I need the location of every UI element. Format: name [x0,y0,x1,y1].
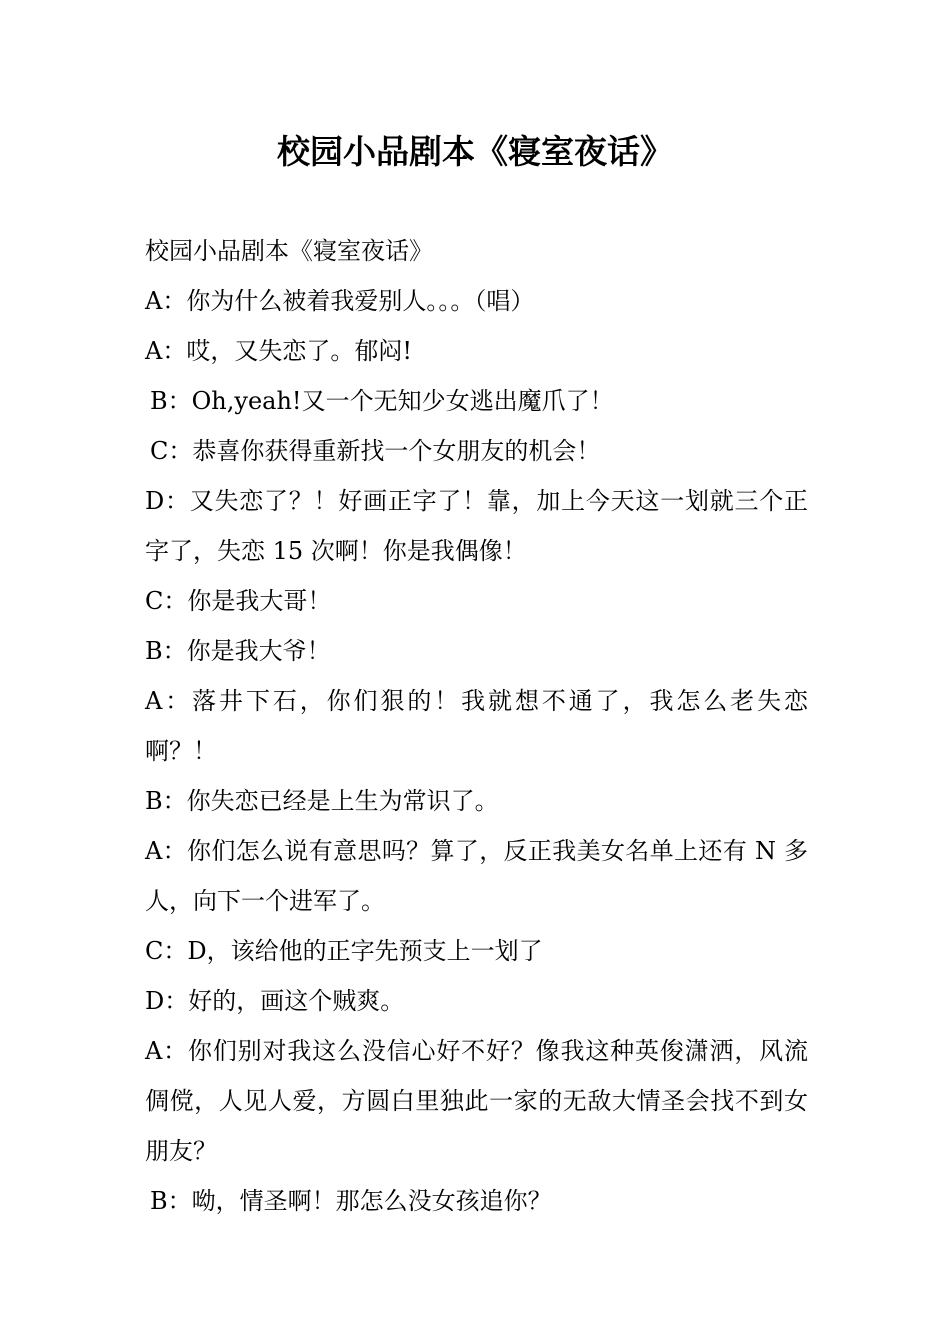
paragraph: C：你是我大哥！ [145,587,332,615]
paragraph: B：Oh,yeah!又一个无知少女逃出魔爪了！ [150,387,614,415]
paragraph: B：你是我大爷！ [145,637,331,665]
paragraph: A：你们怎么说有意思吗？算了，反正我美女名单上还有 N 多人，向下一个进军了。 [145,837,808,915]
paragraph: B：呦，情圣啊！那怎么没女孩追你？ [150,1187,552,1215]
paragraph: B：你失恋已经是上生为常识了。 [145,787,499,815]
document-body [145,226,808,1226]
paragraph: A：你们别对我这么没信心好不好？像我这种英俊潇洒，风流倜傥，人见人爱，方圆白里独此一家的无敌大情圣会找不到女朋友？ [145,1037,808,1165]
paragraph: A：你为什么被着我爱别人。。。（唱） [145,287,535,315]
paragraph: 校园小品剧本《寝室夜话》 [145,237,433,265]
paragraph: A：落井下石，你们狠的！我就想不通了，我怎么老失恋啊？！ [145,687,808,765]
paragraph: A：哎，又失恋了。郁闷! [145,337,412,365]
paragraph: D：好的，画这个贼爽。 [145,987,405,1015]
paragraph: D：又失恋了？！好画正字了！靠，加上今天这一划就三个正字了，失恋 15 次啊！你是我偶像！ [145,487,808,565]
document-title: 校园小品剧本《寝室夜话》 [277,132,673,171]
paragraph: C：恭喜你获得重新找一个女朋友的机会！ [150,437,601,465]
paragraph: C：D，该给他的正字先预支上一划了 [145,937,543,965]
